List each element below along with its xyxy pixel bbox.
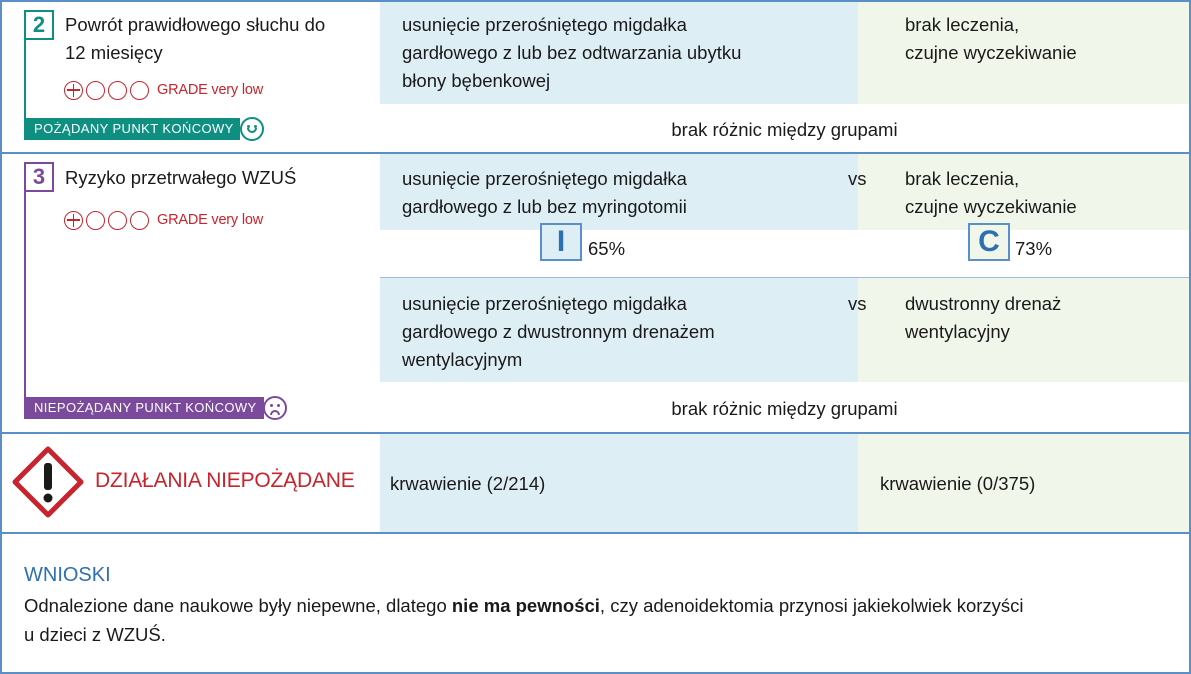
outcome2-title-line2: 12 miesięcy xyxy=(65,42,163,63)
outcome2-comparator-line2: czujne wyczekiwanie xyxy=(905,42,1077,63)
grade-empty-circle-icon xyxy=(108,211,127,230)
intervention-value: 65% xyxy=(588,238,626,259)
outcome2-comparator-line1: brak leczenia, xyxy=(905,14,1020,35)
outcome2-title-line1: Powrót prawidłowego słuchu do xyxy=(65,14,326,35)
warning-diamond-icon xyxy=(12,446,84,518)
outcome2-bracket xyxy=(24,40,26,118)
comparator-letter-box: C xyxy=(968,223,1010,261)
grade-empty-circle-icon xyxy=(130,81,149,100)
comparator-value: 73% xyxy=(1015,238,1053,259)
c1-vs: vs xyxy=(848,168,867,189)
sad-face-icon xyxy=(263,396,287,420)
grade-empty-circle-icon xyxy=(108,81,127,100)
outcome3-result: brak różnic między grupami xyxy=(671,398,898,419)
grade-plus-circle-icon xyxy=(64,211,83,230)
c1-comparator-line2: czujne wyczekiwanie xyxy=(905,196,1077,217)
outcome3-grade xyxy=(64,209,263,231)
grade-empty-circle-icon xyxy=(86,211,105,230)
conclusions-text-line2: u dzieci z WZUŚ. xyxy=(24,624,166,645)
outcome2-result: brak różnic między grupami xyxy=(671,119,898,140)
conclusions-text-line1 xyxy=(24,592,1024,620)
outcome2-grade xyxy=(64,79,263,101)
c2-intervention-line2: gardłowego z dwustronnym drenażem xyxy=(402,321,715,342)
grade-label: GRADE very low xyxy=(157,212,263,228)
outcome2-number: 2 xyxy=(24,10,54,40)
adverse-title: DZIAŁANIA NIEPOŻĄDANE xyxy=(95,469,355,492)
outcome3-title: Ryzyko przetrwałego WZUŚ xyxy=(65,167,297,188)
c2-intervention-line3: wentylacyjnym xyxy=(402,349,523,370)
divider-outcome2 xyxy=(0,152,1191,154)
grade-empty-circle-icon xyxy=(86,81,105,100)
outcome2-intervention-line2: gardłowego z lub bez odtwarzania ubytku xyxy=(402,42,742,63)
c2-vs: vs xyxy=(848,293,867,314)
conclusions-text-bold: nie ma pewności xyxy=(451,595,600,616)
undesirable-endpoint-badge: NIEPOŻĄDANY PUNKT KOŃCOWY xyxy=(24,397,264,419)
conclusions-text-part1: Odnalezione dane naukowe były niepewne, dlatego xyxy=(24,595,452,616)
c2-intervention-line1: usunięcie przerośniętego migdałka xyxy=(402,293,687,314)
outcome2-intervention-line1: usunięcie przerośniętego migdałka xyxy=(402,14,687,35)
divider-adverse xyxy=(0,532,1191,534)
smiley-face-icon xyxy=(240,117,264,141)
grade-plus-circle-icon xyxy=(64,81,83,100)
c2-comparator-line2: wentylacyjny xyxy=(905,321,1010,342)
c1-intervention-line1: usunięcie przerośniętego migdałka xyxy=(402,168,687,189)
grade-empty-circle-icon xyxy=(130,211,149,230)
grade-label: GRADE very low xyxy=(157,82,263,98)
divider-outcome3 xyxy=(0,432,1191,434)
divider-comparison xyxy=(380,277,1189,278)
c2-comparator-line1: dwustronny drenaż xyxy=(905,293,1062,314)
outcome2-intervention-line3: błony bębenkowej xyxy=(402,70,551,91)
desirable-endpoint-badge: POŻĄDANY PUNKT KOŃCOWY xyxy=(24,118,240,140)
c1-intervention-line2: gardłowego z lub bez myringotomii xyxy=(402,196,687,217)
outcome3-number: 3 xyxy=(24,162,54,192)
intervention-letter-box: I xyxy=(540,223,582,261)
c1-comparator-line1: brak leczenia, xyxy=(905,168,1020,189)
adverse-comparator: krwawienie (0/375) xyxy=(880,473,1036,494)
outcome3-bracket xyxy=(24,192,26,398)
adverse-intervention: krwawienie (2/214) xyxy=(390,473,546,494)
conclusions-text-part2: , czy adenoidektomia przynosi jakiekolwiek korzyści xyxy=(599,595,1024,616)
conclusions-title: WNIOSKI xyxy=(24,564,111,586)
